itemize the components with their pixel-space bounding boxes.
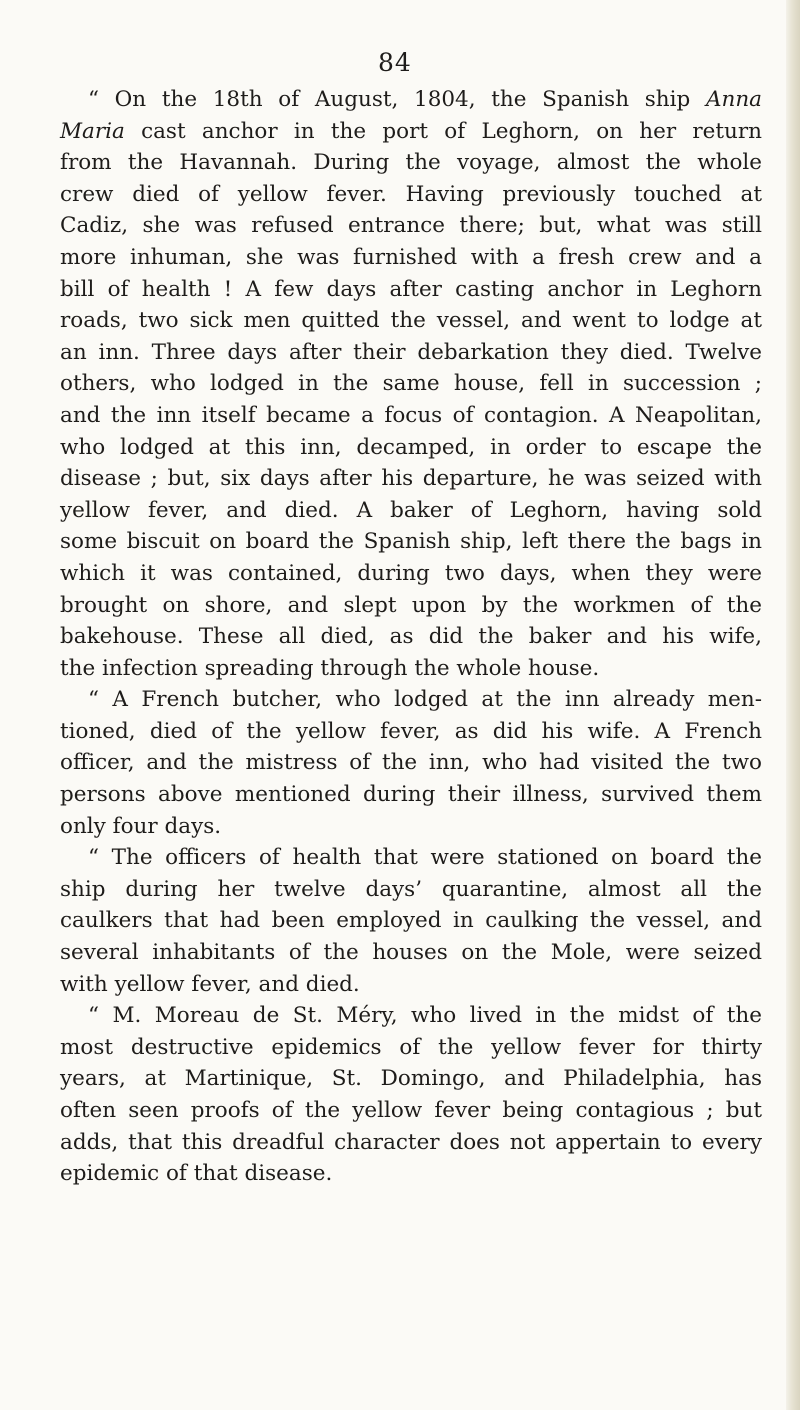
page-number: 84 [378,48,412,77]
text-span: disease ; but, six days after his departure, he was seized with [60,466,762,492]
text-span: some biscuit on board the Spanish ship, left there the bags in [60,529,762,555]
text-span: brought on shore, and slept upon by the workmen of the [60,592,762,618]
text-span: an inn. Three days after their debarkation they died. Twelve [60,339,762,365]
text-line [60,590,762,622]
text-line [60,653,762,685]
text-span: several inhabitants of the houses on the Mole, were seized [60,940,762,966]
text-span: “ On the 18th of August, 1804, the Spanish ship [88,87,706,112]
text-line [60,179,762,211]
text-span: most destructive epidemics of the yellow fever for thirty [60,1034,762,1060]
page-edge-shadow [786,0,800,1410]
text-span: persons above mentioned during their illness, survived them [60,782,762,808]
text-line [60,969,762,1001]
text-line [60,274,762,306]
italic-ship-name: Maria [60,118,125,144]
text-line [60,210,762,242]
text-line [60,400,762,432]
text-line [60,1095,762,1127]
text-span: “ The officers of health that were stationed on board the [88,845,762,871]
text-span: more inhuman, she was furnished with a fresh crew and a [60,244,762,270]
text-line [60,779,762,811]
text-span: with yellow fever, and died. [60,971,360,997]
text-span: tioned, died of the yellow fever, as did his wife. A French [60,718,762,744]
text-line [60,84,762,116]
text-line [60,368,762,400]
text-span: caulkers that had been employed in caulking the vessel, and [60,908,762,934]
text-line [60,495,762,527]
text-line [60,842,762,874]
text-span: roads, two sick men quitted the vessel, and went to lodge at [60,308,762,334]
text-span: adds, that this dreadful character does not appertain to every [60,1129,762,1155]
text-line [60,905,762,937]
text-line [60,811,762,843]
text-line [60,242,762,274]
text-span: “ A French butcher, who lodged at the inn already men- [88,687,762,713]
text-line [60,747,762,779]
text-span: the infection spreading through the whole house. [60,655,600,681]
body-text [60,84,762,1190]
text-span: who lodged at this inn, decamped, in order to escape the [60,434,762,460]
text-line [60,432,762,464]
text-span: yellow fever, and died. A baker of Leghorn, having sold [60,497,762,523]
text-span: which it was contained, during two days, when they were [60,560,762,586]
text-line [60,621,762,653]
text-line [60,874,762,906]
text-span: from the Havannah. During the voyage, almost the whole [60,150,762,176]
text-line [60,558,762,590]
text-line [60,1032,762,1064]
text-span: others, who lodged in the same house, fell in succession ; [60,371,762,397]
text-line [60,337,762,369]
text-span: years, at Martinique, St. Domingo, and Philadelphia, has [60,1066,762,1092]
text-span: ship during her twelve days’ quarantine, almost all the [60,876,762,902]
text-line [60,937,762,969]
text-line [60,1063,762,1095]
text-line [60,305,762,337]
text-span: bill of health ! A few days after casting anchor in Leghorn [60,276,762,302]
text-line [60,684,762,716]
text-line [60,116,762,148]
italic-ship-name: Anna [705,87,762,112]
text-span: “ M. Moreau de St. Méry, who lived in the midst of the [88,1003,762,1029]
text-span: only four days. [60,813,222,839]
text-line [60,1158,762,1190]
text-span: cast anchor in the port of Leghorn, on her return [124,118,762,144]
text-span: often seen proofs of the yellow fever being contagious ; but [60,1098,762,1123]
text-line [60,1127,762,1159]
text-line [60,716,762,748]
text-span: crew died of yellow fever. Having previously touched at [60,181,762,207]
text-span: Cadiz, she was refused entrance there; but, what was still [60,213,762,239]
text-span: bakehouse. These all died, as did the baker and his wife, [60,624,762,650]
text-line [60,1000,762,1032]
text-span: epidemic of that disease. [60,1161,333,1187]
text-line [60,147,762,179]
text-line [60,526,762,558]
text-span: and the inn itself became a focus of contagion. A Neapolitan, [60,402,762,428]
text-line [60,463,762,495]
text-span: officer, and the mistress of the inn, who had visited the two [60,750,762,776]
